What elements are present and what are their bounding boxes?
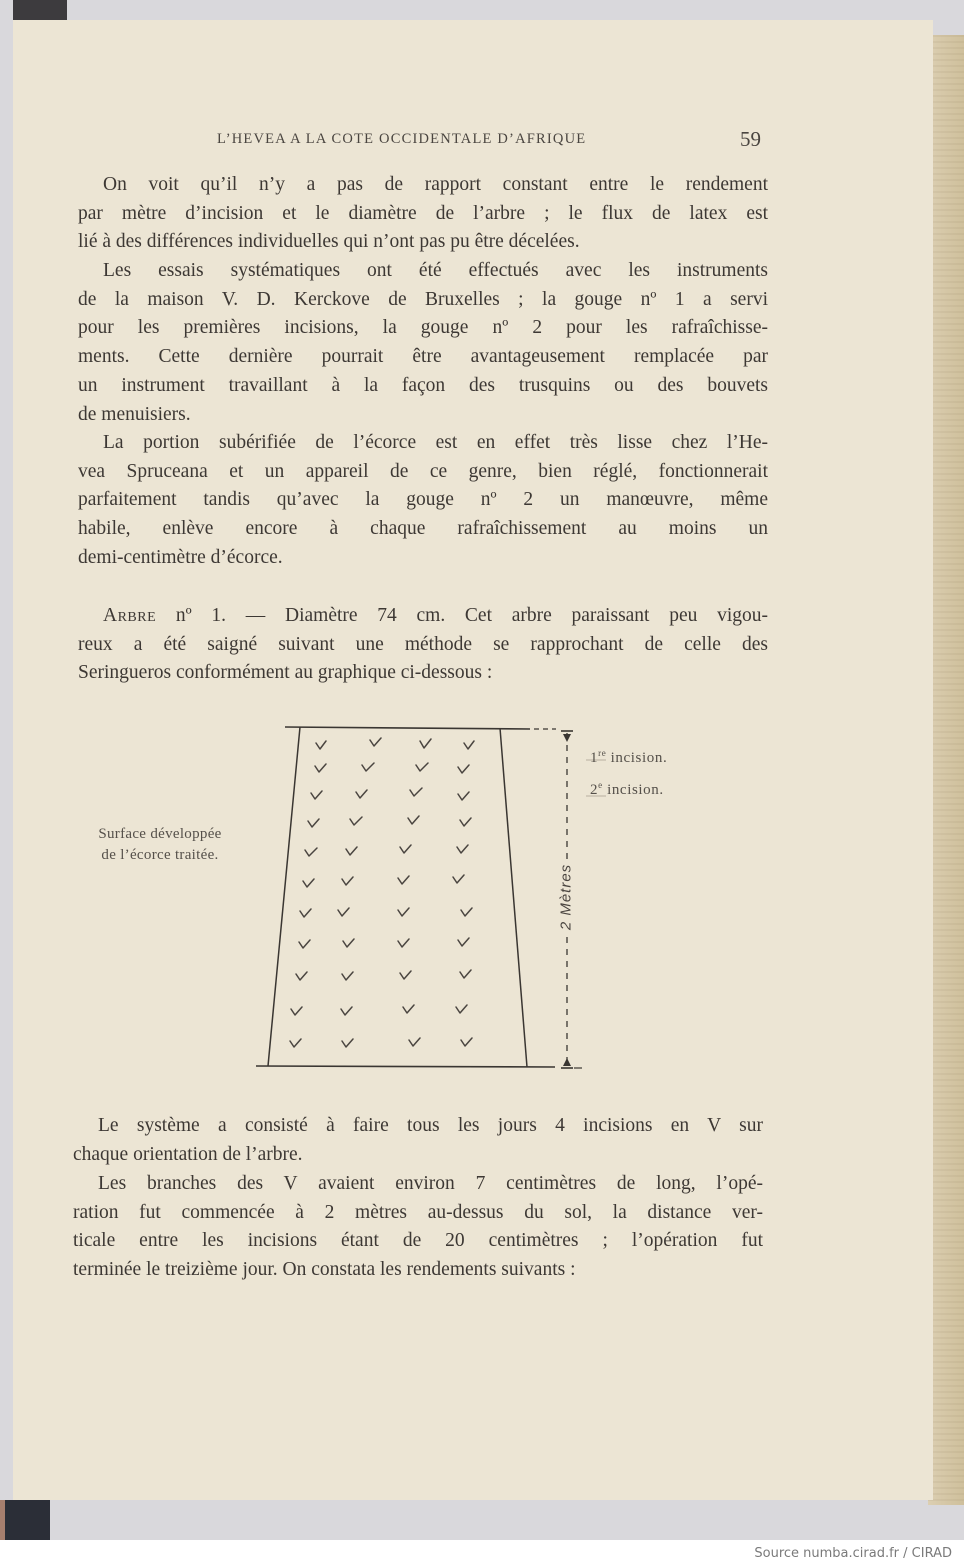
running-head: L’HEVEA A LA COTE OCCIDENTALE D’AFRIQUE (217, 131, 587, 147)
text-line: terminée le treizième jour. On constata les rendements suivants : (73, 1259, 576, 1281)
text-line: ticale entre les incisions étant de 20 centimètres ; l’opération fut (73, 1230, 763, 1252)
paragraph-5 (73, 1112, 763, 1169)
text-line: lié à des différences individuelles qui n’ont pas pu être décelées. (78, 231, 580, 253)
label-line: de l’écorce traitée. (101, 847, 219, 863)
text-line: reux a été saigné suivant une méthode se rapprochant de celle des (78, 633, 768, 655)
text-line: ration fut commencée à 2 mètres au-dessus du sol, la distance ver- (73, 1201, 763, 1223)
legend-first-incision (590, 740, 667, 772)
text-line-rest: nº 1. — Diamètre 74 cm. Cet arbre paraissant peu vigou- (156, 605, 768, 626)
legend-sup: e (598, 780, 603, 790)
legend-text: incision. (606, 750, 668, 766)
legend-num: 2 (590, 782, 599, 798)
legend-sup: re (598, 748, 607, 758)
text-line: pour les premières incisions, la gouge nº 2 pour les rafraîchisse- (78, 317, 768, 339)
text-line: parfaitement tandis qu’avec la gouge nº 2 un manœuvre, même (78, 489, 768, 511)
height-dimension-label: 2 Mètres (558, 860, 575, 934)
text-line: chaque orientation de l’arbre. (73, 1143, 303, 1165)
label-line: Surface développée (98, 826, 222, 842)
text-line: demi-centimètre d’écorce. (78, 546, 283, 568)
bark-surface-label (80, 824, 240, 866)
text-line: Le système a consisté à faire tous les jours 4 incisions en V sur (98, 1115, 763, 1136)
text-line: par mètre d’incision et le diamètre de l’arbre ; le flux de latex est (78, 202, 768, 224)
text-line: habile, enlève encore à chaque rafraîchissement au moins un (78, 518, 768, 540)
section-lead: Arbre (103, 605, 157, 626)
scan-clip-bottom (0, 1500, 50, 1540)
text-line: vea Spruceana et un appareil de ce genre, bien réglé, fonctionnerait (78, 460, 768, 482)
text-line: On voit qu’il n’y a pas de rapport constant entre le rendement (103, 174, 768, 195)
text-line: Les essais systématiques ont été effectués avec les instruments (103, 260, 768, 281)
text-line: un instrument travaillant à la façon des trusquins ou des bouvets (78, 374, 768, 396)
text-line: de la maison V. D. Kerckove de Bruxelles ; la gouge nº 1 a servi (78, 288, 768, 310)
text-line: de menuisiers. (78, 403, 191, 425)
page-number: 59 (740, 127, 761, 151)
incision-legend (590, 740, 667, 804)
legend-text: incision. (602, 782, 664, 798)
source-credit: Source numba.cirad.fr / CIRAD (754, 1546, 952, 1561)
paragraph-6 (73, 1170, 763, 1285)
legend-num: 1 (590, 750, 599, 766)
text-line: ments. Cette dernière pourrait être avantageusement remplacée par (78, 346, 768, 368)
text-line: La portion subérifiée de l’écorce est en effet très lisse chez l’He- (103, 432, 768, 453)
legend-second-incision (590, 772, 667, 804)
text-line: Seringueros conformément au graphique ci-dessous : (78, 662, 493, 684)
text-line: Les branches des V avaient environ 7 centimètres de long, l’opé- (98, 1173, 763, 1194)
